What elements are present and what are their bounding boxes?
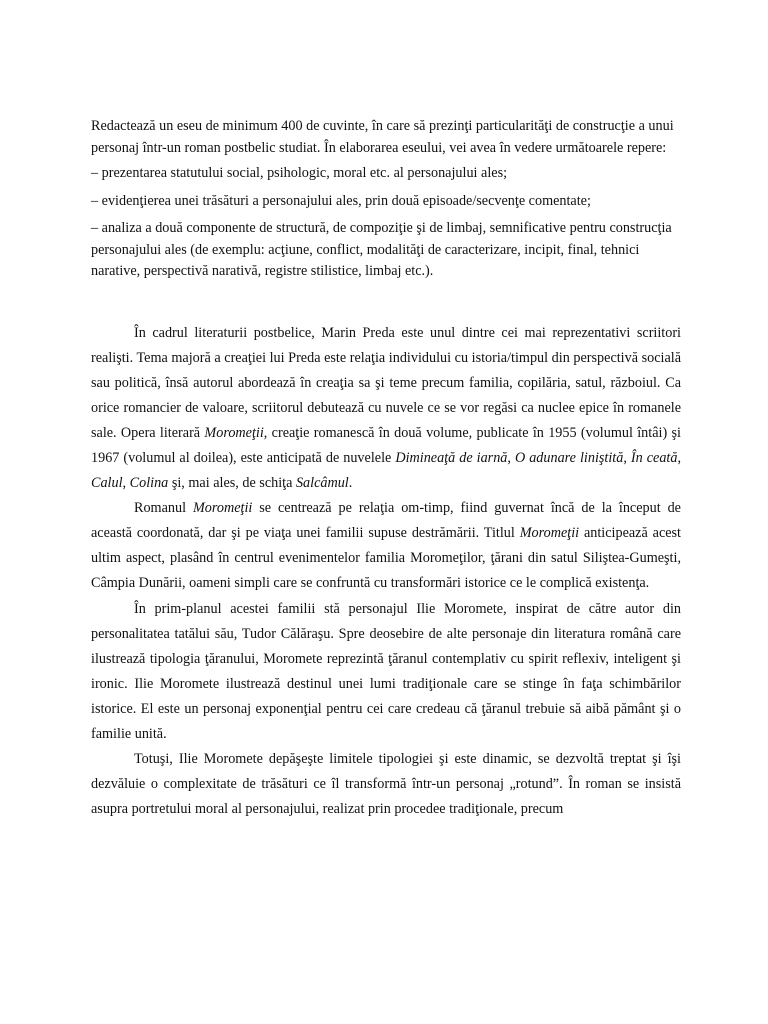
text-run: În cadrul literaturii postbelice, Marin Preda este unul dintre cei mai reprezentativi scriitori realişti. Tema majoră a creaţiei lui Preda este relaţia individului cu istoria/timpul din perspectivă socială sau politică, însă autorul abordează în creaţia sa şi teme precum familia, copilăria, satul, războiul. Ca orice romancier de valoare, scriitorul debutează cu nuvele ce se vor regăsi ca nuclee epice în romanele sale. Opera literară [91, 324, 681, 441]
novel-title: Moromeţii [192, 500, 253, 517]
essay-paragraph-3: În prim-planul acestei familii stă personajul Ilie Moromete, inspirat de către autor din personalitatea tatălui său, Tudor Călăraşu. Spre deosebire de alte personaje din literatura română care ilustrează tipologia ţăranului, Moromete reprezintă ţăranul contemplativ cu spirit reflexiv, inteligent şi ironic. Ilie Moromete ilustrează destinul unei lumi tradiţionale care se stinge în faţa schimbărilor istorice. El este un personaj exponenţial pentru cei care credeau că ţăranul trebuie să aibă pământ şi o familie unită. [91, 600, 681, 742]
text-run: , [623, 449, 631, 466]
essay-body [91, 321, 681, 823]
work-title: O adunare liniştită [514, 449, 624, 466]
text-run: , [677, 449, 682, 466]
novel-title: Moromeţii [519, 525, 580, 542]
essay-paragraph-4: Totuşi, Ilie Moromete depăşeşte limitele tipologiei şi este dinamic, se dezvoltă treptat şi îşi dezvăluie o complexitate de trăsături ce îl transformă într-un personaj „rotund”. În roman se insistă asupra portretului moral al personajului, realizat prin procedee tradiţionale, precum [91, 751, 681, 818]
text-run: . [348, 475, 353, 492]
work-title: În ceată [630, 449, 678, 466]
task-item: – evidenţierea unei trăsături a personajului ales, prin două episoade/secvenţe comentate; [91, 192, 591, 209]
task-requirement: Redactează un eseu de minimum 400 de cuvinte, în care să prezinţi particularităţi de construcţie a unui personaj într-un roman postbelic studiat. În elaborarea eseului, vei avea în vedere următoarele repere: [91, 118, 674, 156]
work-title: Colina [129, 475, 169, 492]
essay-paragraph-2 [91, 496, 681, 596]
work-title: Dimineaţă de iarnă [395, 449, 508, 466]
text-run: , [122, 475, 130, 492]
text-run: , creaţie romanescă în două volume, publicate în 1955 (volumul întâi) şi 1967 (volumul al doilea), este anticipată de nuvelele [91, 424, 681, 466]
work-title: Salcâmul [295, 475, 349, 492]
task-item: – analiza a două componente de structură, de compoziţie şi de limbaj, semnificative pentru construcţia personajului ales (de exemplu: acţiune, conflict, modalităţi de caracterizare, incipit, final, tehnici narative, perspectivă narativă, registre stilistice, limbaj etc.). [91, 220, 672, 279]
text-run: şi, mai ales, de schiţa [168, 475, 296, 492]
text-run: Romanul [134, 500, 193, 517]
text-run: , [507, 449, 515, 466]
text-run: anticipează acest ultim aspect, plasând în centrul evenimentelor familia Moromeţilor, ţărani din satul Siliştea-Gumeşti, Câmpia Dunării, oameni simpli care se confruntă cu transformări istorice ce le complică existenţa. [91, 525, 681, 592]
document-page [91, 116, 681, 822]
essay-task [91, 116, 681, 283]
task-item: – prezentarea statutului social, psihologic, moral etc. al personajului ales; [91, 165, 508, 181]
novel-title: Moromeţii [204, 424, 264, 441]
work-title: Calul [91, 475, 123, 492]
essay-paragraph-1 [91, 321, 681, 497]
text-run: se centrează pe relaţia om-timp, fiind guvernat încă de la început de această coordonată, dar şi pe viaţa unei familii supuse destrămării. Titlul [91, 500, 681, 542]
